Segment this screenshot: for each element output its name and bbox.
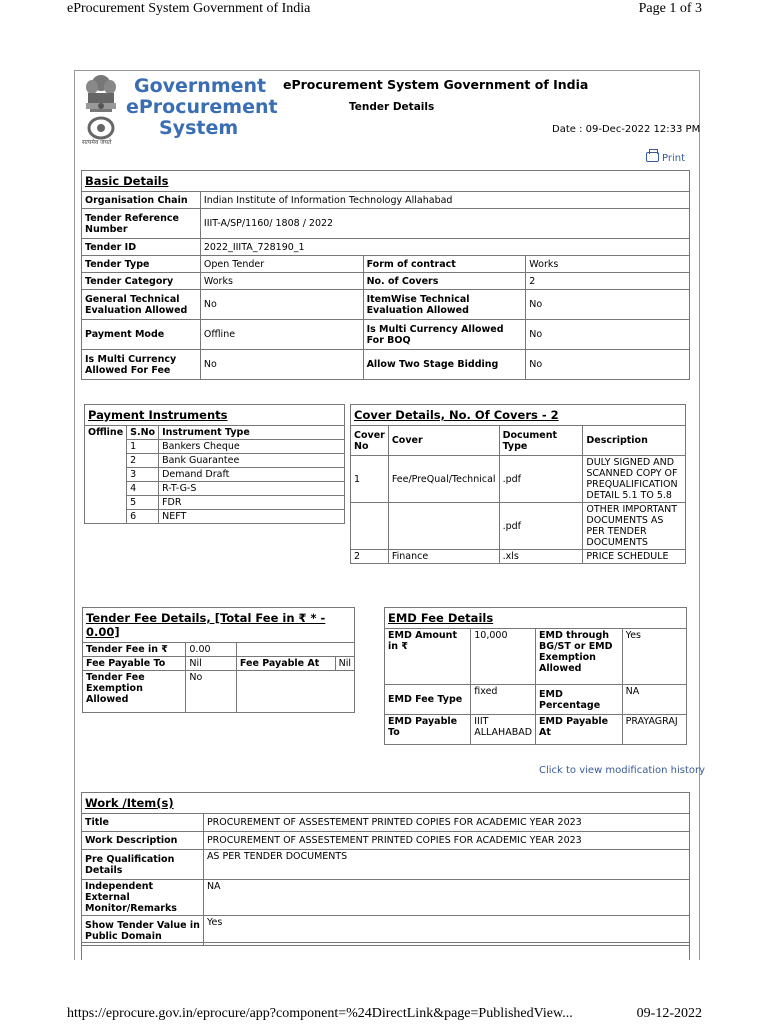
print-footer bbox=[67, 1006, 702, 1024]
print-date: 09-12-2022 bbox=[636, 1006, 702, 1021]
page-title: Tender Details bbox=[349, 101, 435, 113]
work-items-table: Work /Item(s) Title PROCUREMENT OF ASSESTEMENT PRINTED COPIES FOR ACADEMIC YEAR 2023 Work Description PROCUREMENT OF ASSESTEMENT PRINTED COPIES FOR ACADEMIC YEAR 2023 Pre Qualification Details AS PER TENDER DOCUMENTS Independent External Monitor/Remarks NA Show Tender Value in Public Domain Yes bbox=[81, 792, 690, 946]
section-title: Cover Details, No. Of Covers - 2 bbox=[351, 405, 686, 426]
table-row: 1 bbox=[127, 440, 159, 454]
logo: Government eProcurement System bbox=[126, 75, 278, 139]
page-url: https://eprocure.gov.in/eprocure/app?component=%24DirectLink&page=PublishedView... bbox=[67, 1006, 573, 1021]
section-title: Basic Details bbox=[82, 171, 690, 192]
basic-details-table: Basic Details Organisation Chain Indian Institute of Information Technology Allahabad Tender Reference Number IIIT-A/SP/1160/ 1808 / 2022 Tender ID 2022_IIITA_728190_1 Tender Type Open Tender Form of contract Works Tender Category Works No. of Covers 2 General Technical Evaluation Allowed No ItemWise Technical Evaluation Allowed No Payment Mode Offline Is Multi Currency Allowed For BOQ No Is Multi Currency Allowed For Fee No Allow Two Stage Bidding No bbox=[81, 170, 690, 380]
section-title: Payment Instruments bbox=[85, 405, 345, 426]
section-title: Tender Fee Details, [Total Fee in ₹ * - 0.00] bbox=[83, 608, 355, 643]
section-title: EMD Fee Details bbox=[385, 608, 687, 629]
print-header-title: eProcurement System Government of India bbox=[67, 1, 311, 16]
table-row: 2 bbox=[127, 454, 159, 468]
print-button[interactable]: Print bbox=[646, 152, 685, 164]
cover-details-table: Cover Details, No. Of Covers - 2 Cover No Cover Document Type Description 1 Fee/PreQual/Technical .pdf DULY SIGNED AND SCANNED COPY OF PREQUALIFICATION DETAIL 5.1 TO 5.8 .pdf OTHER IMPORTANT DOCUMENTS AS PER TENDER DOCUMENTS 2 Finance .xls PRICE SCHEDULE bbox=[350, 404, 686, 564]
table-row: 5 bbox=[127, 496, 159, 510]
work-table-continuation bbox=[81, 942, 690, 960]
table-row: 6 bbox=[127, 510, 159, 524]
date-stamp: Date : 09-Dec-2022 12:33 PM bbox=[552, 124, 701, 135]
emblem-caption: सत्यमेव जयते bbox=[82, 139, 112, 146]
printer-icon bbox=[646, 152, 659, 162]
page-number: Page 1 of 3 bbox=[638, 1, 702, 16]
section-title: Work /Item(s) bbox=[82, 793, 690, 814]
payment-instruments-table: Payment Instruments Offline S.No Instrument Type 1 Bankers Cheque 2 Bank Guarantee 3 Demand Draft 4 R-T-G-S 5 FDR 6 NEFT bbox=[84, 404, 345, 524]
site-title: eProcurement System Government of India bbox=[283, 77, 589, 92]
print-header bbox=[67, 1, 702, 21]
modification-history-link[interactable]: Click to view modification history bbox=[539, 765, 706, 776]
emd-fee-table: EMD Fee Details EMD Amount in ₹ 10,000 EMD through BG/ST or EMD Exemption Allowed Yes EMD Fee Type fixed EMD Percentage NA EMD Payable To IIIT ALLAHABAD EMD Payable At PRAYAGRAJ bbox=[384, 607, 687, 745]
tender-fee-table: Tender Fee Details, [Total Fee in ₹ * - 0.00] Tender Fee in ₹ 0.00 Fee Payable To Nil Fee Payable At Nil Tender Fee Exemption Allowed No bbox=[82, 607, 355, 713]
table-row: 4 bbox=[127, 482, 159, 496]
table-row: 3 bbox=[127, 468, 159, 482]
